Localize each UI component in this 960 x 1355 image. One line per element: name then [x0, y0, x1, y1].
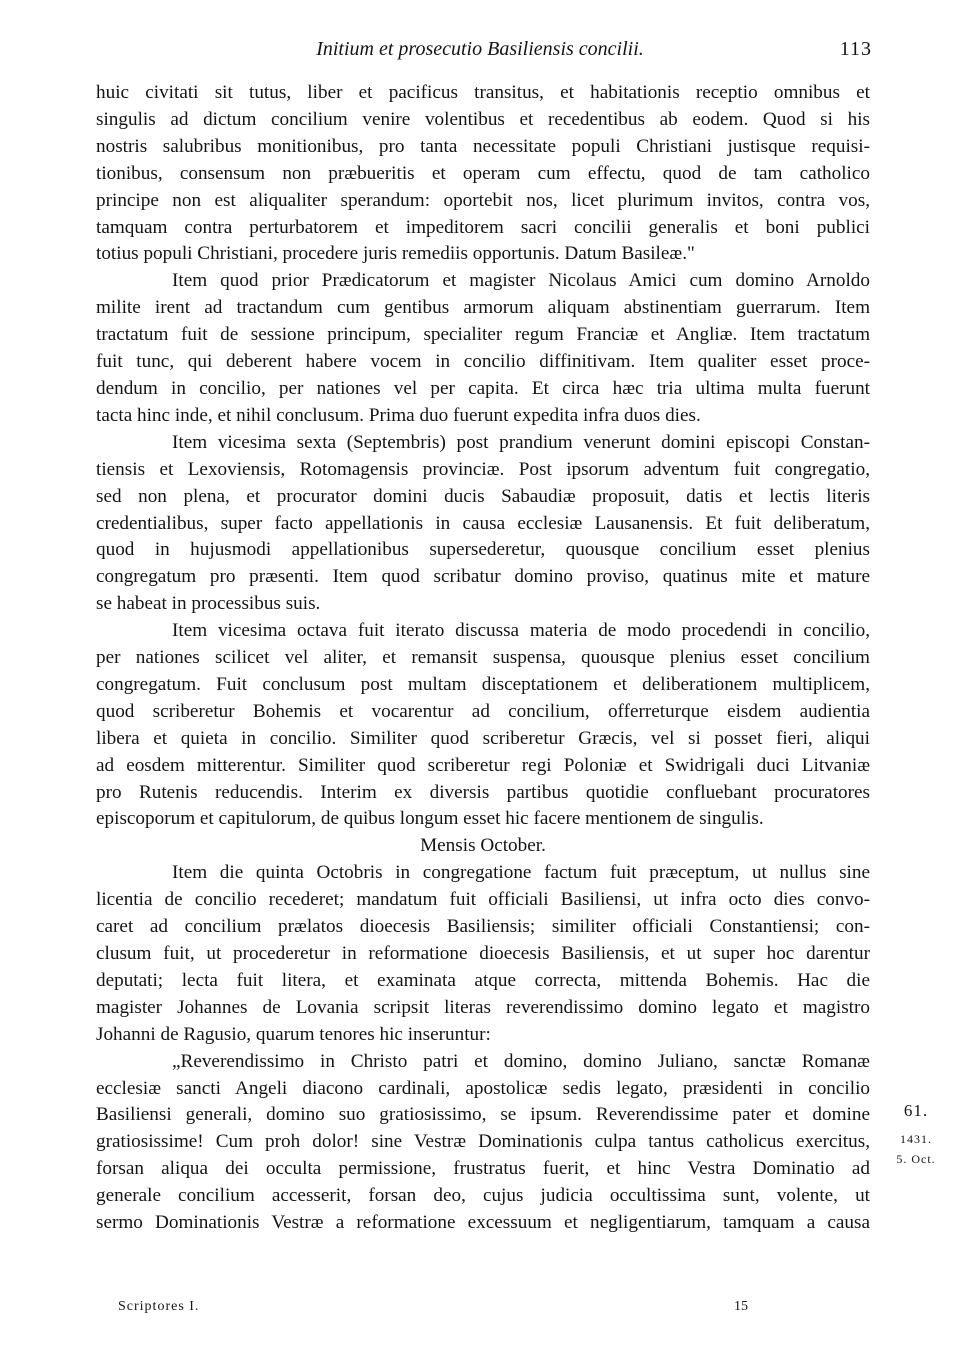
text-line: Item vicesima octava fuit iterato discussa materia de modo procedendi in concilio, — [172, 620, 870, 642]
text-line: dendum in concilio, per nationes vel per capita. Et circa hæc tria ultima multa fuerunt — [96, 377, 870, 399]
text-line: per nationes scilicet vel aliter, et remansit suspensa, quousque plenius esset concilium — [96, 647, 870, 669]
text-line: congregatum pro præsenti. Item quod scribatur domino proviso, quatinus mite et mature — [96, 566, 870, 588]
section-heading: Mensis October. — [420, 835, 546, 857]
text-line: quod scriberetur Bohemis et vocarentur ad concilium, offerreturque eisdem audientia — [96, 700, 870, 722]
text-line: totius populi Christiani, procedere juris remediis opportunis. Datum Basileæ." — [96, 243, 695, 265]
text-line: episcoporum et capitulorum, de quibus longum esset hic facere mentionem de singulis. — [96, 808, 764, 830]
text-line: singulis ad dictum concilium venire volentibus et recedentibus ab eodem. Quod si his — [96, 108, 870, 130]
text-line: quod in hujusmodi appellationibus supersederetur, quousque concilium esset plenius — [96, 539, 870, 561]
text-line: tamquam contra perturbatorem et impeditorem sacri concilii generalis et boni publici — [96, 216, 870, 238]
page-number: 113 — [839, 38, 872, 60]
body-text — [96, 80, 870, 1237]
text-line: gratiosissime! Cum proh dolor! sine Vestræ Dominationis culpa tantus catholicus exercitus, — [96, 1131, 870, 1153]
text-line: tacta hinc inde, et nihil conclusum. Prima duo fuerunt expedita infra duos dies. — [96, 404, 701, 426]
text-line: se habeat in processibus suis. — [96, 593, 321, 615]
text-line: Item vicesima sexta (Septembris) post prandium venerunt domini episcopi Constan- — [172, 431, 870, 453]
footer-series: Scriptores I. — [118, 1299, 200, 1314]
text-line: libera et quieta in concilio. Similiter quod scriberetur Græcis, vel si posset fieri, aliqui — [96, 727, 870, 749]
text-line: tionibus, consensum non præbueritis et operam cum effectu, quod de tam catholico — [96, 162, 870, 184]
text-line: pro Rutenis reducendis. Interim ex diversis partibus quotidie confluebant procuratores — [96, 781, 870, 803]
text-line: Johanni de Ragusio, quarum tenores hic inseruntur: — [96, 1023, 491, 1045]
text-line: clusum fuit, ut procederetur in reformatione dioecesis Basiliensis, et ut super hoc darentur — [96, 943, 870, 964]
text-line: magister Johannes de Lovania scripsit literas reverendissimo domino legato et magistro — [96, 996, 870, 1018]
text-line: credentialibus, super facto appellationis in causa ecclesiæ Lausanensis. Et fuit deliberatum, — [96, 512, 870, 534]
margin-note-date: 5. Oct. — [896, 1152, 936, 1166]
running-title: Initium et prosecutio Basiliensis concilii. — [316, 38, 644, 60]
text-line: Item quod prior Prædicatorum et magister Nicolaus Amici cum domino Arnoldo — [172, 270, 870, 292]
text-line: licentia de concilio recederet; mandatum fuit officiali Basiliensi, ut infra octo dies convo- — [96, 889, 870, 911]
text-line: „Reverendissimo in Christo patri et domino, domino Juliano, sanctæ Romanæ — [172, 1050, 870, 1072]
text-line: Basiliensi generali, domino suo gratiosissimo, se ipsum. Reverendissime pater et domine — [96, 1104, 870, 1126]
text-line: sermo Dominationis Vestræ a reformatione excessuum et negligentiarum, tamquam a causa — [96, 1212, 870, 1234]
text-line: ad eosdem mitterentur. Similiter quod scriberetur regi Poloniæ et Swidrigali duci Litvaniæ — [96, 754, 870, 776]
footer-signature: 15 — [734, 1299, 748, 1314]
text-line: fuit tunc, qui deberent habere vocem in concilio diffinitivam. Item qualiter esset proce- — [96, 351, 870, 373]
text-line: congregatum. Fuit conclusum post multam disceptationem et deliberationem multiplicem, — [96, 673, 870, 695]
text-line: ecclesiæ sancti Angeli diacono cardinali, apostolicæ sedis legato, præsidenti in concilio — [96, 1077, 870, 1099]
text-line: huic civitati sit tutus, liber et pacificus transitus, et habitationis receptio omnibus et — [96, 82, 870, 103]
text-line: milite irent ad tractandum cum gentibus armorum aliquam abstinentiam guerrarum. Item — [96, 297, 870, 319]
text-line: deputati; lecta fuit litera, et examinata atque correcta, mittenda Bohemis. Hac die — [96, 969, 870, 991]
text-line: tiensis et Lexoviensis, Rotomagensis provinciæ. Post ipsorum adventum fuit congregatio, — [96, 458, 870, 480]
text-line: nostris salubribus monitionibus, pro tanta necessitate populi Christiani justisque requisi- — [96, 135, 870, 157]
margin-note-document-number: 61. — [903, 1101, 929, 1120]
text-line: Item die quinta Octobris in congregatione factum fuit præceptum, ut nullus sine — [172, 862, 870, 884]
text-line: principe non est aliqualiter sperandum: oportebit nos, licet plurimum invitos, contra vos, — [96, 189, 870, 211]
text-line: forsan aliqua dei occulta permissione, frustratus fuerit, et hinc Vestra Dominatio ad — [96, 1158, 870, 1180]
text-line: tractatum fuit de sessione principum, specialiter regum Franciæ et Angliæ. Item tractatum — [96, 324, 870, 346]
margin-note-year: 1431. — [900, 1132, 932, 1146]
text-line: sed non plena, et procurator domini ducis Sabaudiæ proposuit, datis et lectis literis — [96, 485, 870, 507]
text-line: generale concilium accesserit, forsan deo, cujus judicia occultissima sunt, volente, ut — [96, 1185, 870, 1207]
text-line: caret ad concilium prælatos dioecesis Basiliensis; similiter officiali Constantiensi; con- — [96, 916, 870, 938]
